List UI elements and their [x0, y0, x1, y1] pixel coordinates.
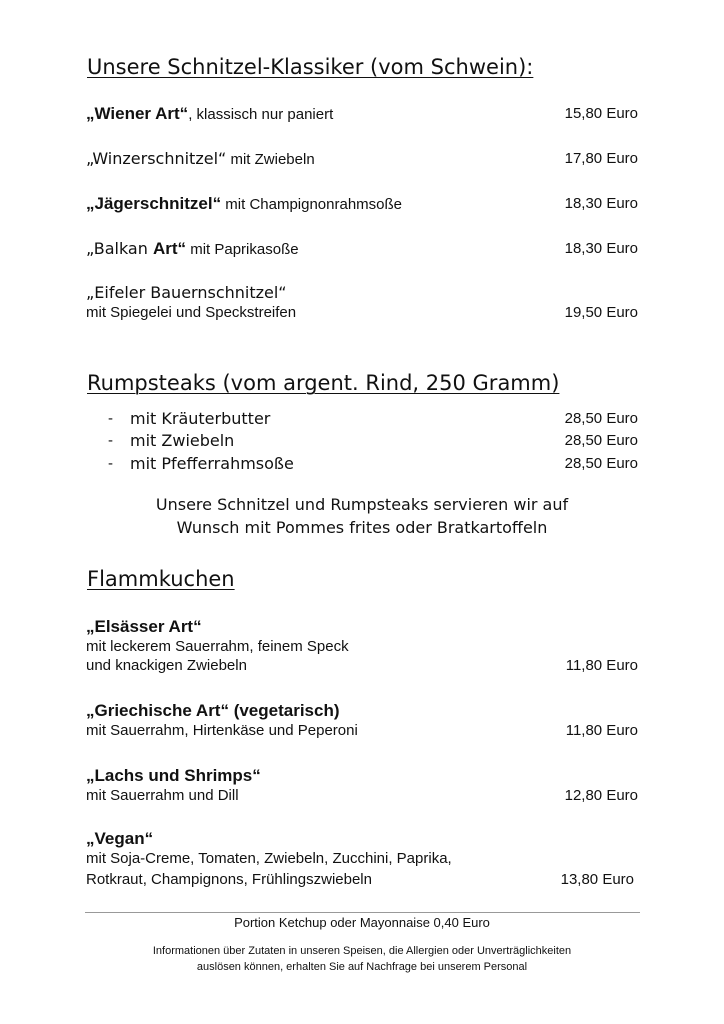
item-name: Art“ [152, 239, 187, 258]
item-desc: mit Spiegelei und Speckstreifen [86, 304, 297, 321]
item-desc: mit Paprikasoße [186, 241, 299, 258]
side-dish-note: Unsere Schnitzel und Rumpsteaks servieren wir auf [155, 495, 569, 514]
price: 11,80 Euro [565, 722, 638, 739]
menu-item-jaeger [86, 194, 402, 214]
item-name: „Jägerschnitzel“ [86, 194, 222, 213]
item-name-prefix: „Balkan [86, 239, 153, 258]
dash: - [108, 432, 113, 449]
menu-item-winzer [86, 149, 315, 169]
item-desc: mit Soja-Creme, Tomaten, Zwiebeln, Zucchini, Paprika, [86, 850, 452, 867]
section-title-schnitzel: Unsere Schnitzel-Klassiker (vom Schwein): [87, 55, 534, 79]
item-name: mit Pfefferrahmsoße [130, 454, 294, 473]
menu-item-wiener [86, 104, 333, 124]
price: 17,80 Euro [564, 150, 638, 167]
item-name: „Vegan“ [86, 829, 154, 848]
item-desc: Rotkraut, Champignons, Frühlingszwiebeln [86, 871, 372, 888]
extra-sauce-note: Portion Ketchup oder Mayonnaise 0,40 Euro [234, 915, 490, 930]
allergy-note: auslösen können, erhalten Sie auf Nachfrage bei unserem Personal [196, 961, 528, 973]
item-desc: mit Sauerrahm, Hirtenkäse und Peperoni [86, 722, 358, 739]
item-desc: mit Champignonrahmsoße [221, 196, 403, 213]
item-desc: , klassisch nur paniert [188, 106, 334, 123]
item-name: „Griechische Art“ (vegetarisch) [86, 701, 340, 720]
item-desc: mit Zwiebeln [226, 151, 315, 168]
price: 15,80 Euro [564, 105, 638, 122]
item-name: mit Kräuterbutter [130, 409, 271, 428]
dash: - [108, 410, 113, 427]
price: 28,50 Euro [564, 410, 638, 427]
dash: - [108, 455, 113, 472]
item-desc: und knackigen Zwiebeln [86, 657, 247, 674]
price: 19,50 Euro [564, 304, 638, 321]
allergy-note: Informationen über Zutaten in unseren Speisen, die Allergien oder Unverträglichkeiten [152, 945, 572, 957]
price: 18,30 Euro [564, 240, 638, 257]
section-title-rumpsteaks: Rumpsteaks (vom argent. Rind, 250 Gramm) [87, 371, 560, 395]
price: 18,30 Euro [564, 195, 638, 212]
side-dish-note: Wunsch mit Pommes frites oder Bratkartoffeln [176, 518, 548, 537]
item-name: „Elsässer Art“ [86, 617, 202, 636]
price: 11,80 Euro [565, 657, 638, 674]
item-name: „Wiener Art“ [86, 104, 189, 123]
item-desc: mit leckerem Sauerrahm, feinem Speck [86, 638, 349, 655]
price: 12,80 Euro [564, 787, 638, 804]
menu-item-balkan [86, 239, 299, 259]
item-name: mit Zwiebeln [130, 431, 235, 450]
price: 28,50 Euro [564, 432, 638, 449]
item-name-eifeler: „Eifeler Bauernschnitzel“ [86, 283, 287, 302]
item-desc: mit Sauerrahm und Dill [86, 787, 239, 804]
item-name: „Lachs und Shrimps“ [86, 766, 261, 785]
price: 13,80 Euro [560, 871, 634, 888]
price: 28,50 Euro [564, 455, 638, 472]
section-title-flammkuchen: Flammkuchen [87, 567, 235, 591]
item-name: „Winzerschnitzel“ [86, 149, 227, 168]
